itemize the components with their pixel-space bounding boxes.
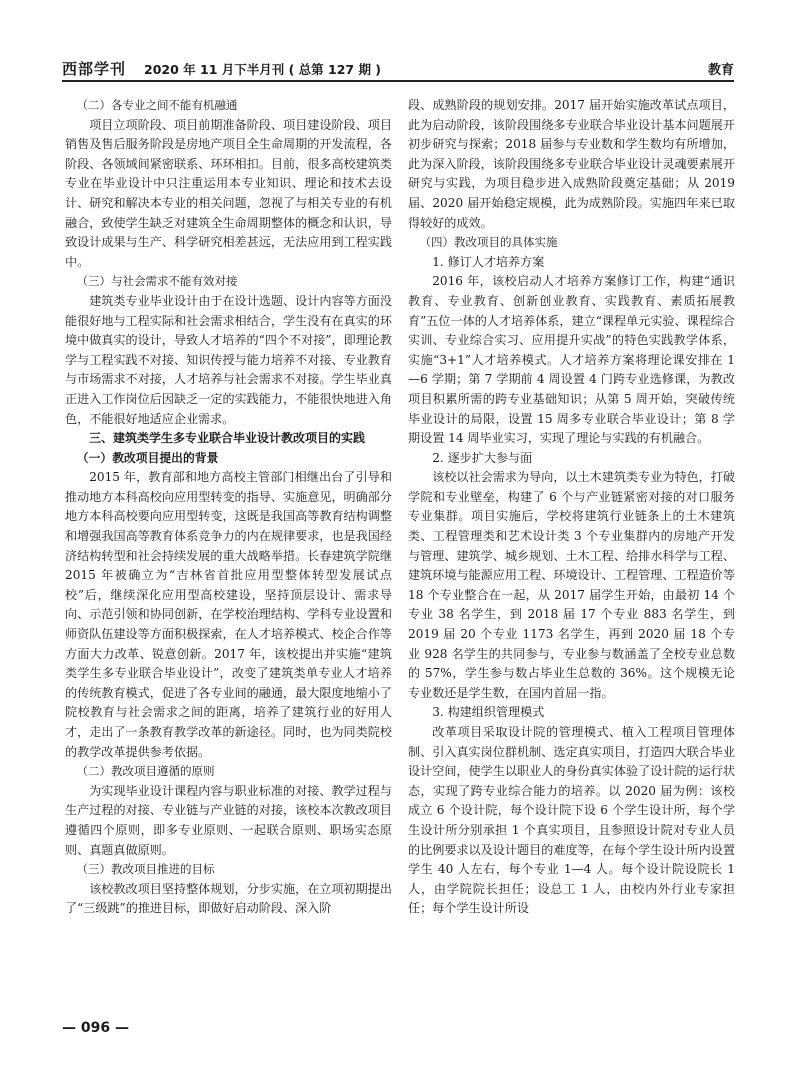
journal-masthead: 西部学刊: [62, 60, 127, 78]
section-heading: （二）教改项目遵循的原则: [76, 764, 215, 779]
paragraph: 2015 年，教育部和地方高校主管部门相继出台了引导和推动地方本科高校向应用型转变的指导、实施意见，明确部分地方本科高校要向应用型转变，这既是我国高等教育结构调整和增强我国高等教育体系竞争力的内在规律要求，也是我国经济结构转型和社会持续发展的重大战略举措。长春建筑学院继 2015 年被确立为“吉林省首批应用型整体转型发展试点校”后，继续深化应用型高校建设，坚持顶层设计、需求导向、示范引领和协同创新，在学校治理结构、学科专业设置和师资队伍建设等方面积极探索，在人才培养模式、校企合作等方面大力改革、锐意创新。2017 年，该校提出并实施“建筑类学生多专业联合毕业设计”，改变了建筑类单专业人才培养的传统教育模式，促进了各专业间的融通，最大限度地缩小了院校教育与社会需求之间的距离，培养了建筑行业的好用人才，走出了一条教育教学改革的新途径。同时，也为同类院校的教学改革提供参考依据。: [65, 470, 392, 759]
paragraph: 该校以社会需求为导向，以土木建筑类专业为特色，打破学院和专业壁垒，构建了 6 个与产业链紧密对接的对口服务专业集群。项目实施后，学校将建筑行业链条上的土木建筑类、工程管理类和艺术设计类 3 个专业集群内的房地产开发与管理、建筑学、城乡规划、土木工程、给排水科学与工程、建筑环境与能源应用工程、环境设计、工程管理、工程造价等 18 个专业整合在一起，从 2017 届学生开始，由最初 14 个专业 38 名学生，到 2018 届 17 个专业 883 名学生，到 2019 届 20 个专业 1173 名学生，再到 2020 届 18 个专业 928 名学生的共同参与，专业参与数涵盖了全校专业总数的 57%，学生参与数占毕业生总数的 36%。这个规模无论专业数还是学生数，在国内首屈一指。: [408, 470, 735, 700]
paragraph: 改革项目采取设计院的管理模式、植入工程项目管理体制、引入真实岗位群机制、选定真实项目，打造四大联合毕业设计空间，使学生以职业人的身份真实体验了设计院的运行状态，实现了跨专业综合能力的培养。以 2020 届为例：该校成立 6 个设计院，每个设计院下设 6 个学生设计所，每个学生设计所分别承担 1 个真实项目，且参照设计院对专业人员的比例要求以及设计题目的难度等，在每个学生设计所内设置学生 40 人左右，每个专业 1—4 人。每个设计院设院长 1 人，由学院院长担任；设总工 1 人，由校内外行业专家担任；每个学生设计所设: [408, 725, 735, 916]
section-heading: （三）教改项目推进的目标: [76, 862, 215, 877]
paragraph: 2. 逐步扩大参与面: [432, 450, 533, 465]
paragraph: 3. 构建组织管理模式: [432, 705, 545, 720]
paragraph: 建筑类专业毕业设计由于在设计选题、设计内容等方面没能很好地与工程实际和社会需求相结合，学生没有在真实的环境中做真实的设计，导致人才培养的“四个不对接”，即理论教学与工程实践不对接、知识传授与能力培养不对接、专业教育与市场需求不对接，人才培养与社会需求不对接。学生毕业真正进入工作岗位后因缺乏一定的实践能力，不能很快地进入角色，不能很好地适应企业需求。: [65, 293, 392, 426]
section-heading: （四）教改项目的具体实施: [419, 235, 558, 250]
section-heading: 三、建筑类学生多专业联合毕业设计教改项目的实践: [89, 431, 366, 446]
section-heading: （一）教改项目提出的背景: [76, 450, 219, 465]
section-heading: （二）各专业之间不能有机融通: [76, 98, 238, 112]
paragraph: 该校教改项目坚持整体规划，分步实施，在立项初期提出了“三级跳”的推进目标，即做好启动阶段、深入阶: [65, 881, 392, 916]
paragraph: 为实现毕业设计课程内容与职业标准的对接、教学过程与生产过程的对接、专业链与产业链的对接，该校本次教改项目遵循四个原则，即多专业原则、一起联合原则、职场实态原则、真题真做原则。: [65, 783, 392, 857]
right-column: [408, 96, 735, 919]
issue-info: 2020 年 11 月下半月刊 ( 总第 127 期 ): [144, 62, 382, 77]
header-rule: [62, 80, 734, 82]
section-label: 教育: [707, 63, 734, 78]
page-header: [62, 56, 734, 80]
page-number: — 096 —: [62, 1020, 129, 1036]
paragraph: 1. 修订人才培养方案: [432, 254, 545, 269]
section-heading: （三）与社会需求不能有效对接: [76, 274, 238, 289]
paragraph: 段、成熟阶段的规划安排。2017 届开始实施改革试点项目，此为启动阶段，该阶段围绕多专业联合毕业设计基本问题展开初步研究与探索；2018 届参与专业数和学生数均有所增加，此为深入阶段，该阶段围绕多专业联合毕业设计灵魂要素展开研究与实践，为项目稳步进入成熟阶段奠定基础；从 2019 届、2020 届开始稳定规模，此为成熟阶段。实施四年来已取得较好的成效。: [408, 98, 735, 230]
paragraph: 项目立项阶段、项目前期准备阶段、项目建设阶段、项目销售及售后服务阶段是房地产项目全生命周期的开发流程，各阶段、各领域间紧密联系、环环相扣。目前，很多高校建筑类专业在毕业设计中只注重运用本专业知识、理论和技术去设计、研究和解决本专业的相关问题，忽视了与相关专业的有机融合，致使学生缺乏对建筑全生命周期整体的概念和认识，导致设计成果与生产、科学研究相差甚远，无法应用到工程实践中。: [65, 117, 392, 269]
left-column: [65, 96, 392, 919]
paragraph: 2016 年，该校启动人才培养方案修订工作，构建“通识教育、专业教育、创新创业教育、实践教育、素质拓展教育”五位一体的人才培养体系，建立“课程单元实验、课程综合实训、专业综合实习、应用提升实战”的特色实践教学体系，实施“3+1”人才培养模式。人才培养方案将理论课安排在 1—6 学期；第 7 学期前 4 周设置 4 门跨专业选修课，为教改项目积累所需的跨专业基础知识；从第 5 周开始，突破传统毕业设计的局限，设置 15 周多专业联合毕业设计；第 8 学期设置 14 周毕业实习，实现了理论与实践的有机融合。: [408, 274, 735, 446]
